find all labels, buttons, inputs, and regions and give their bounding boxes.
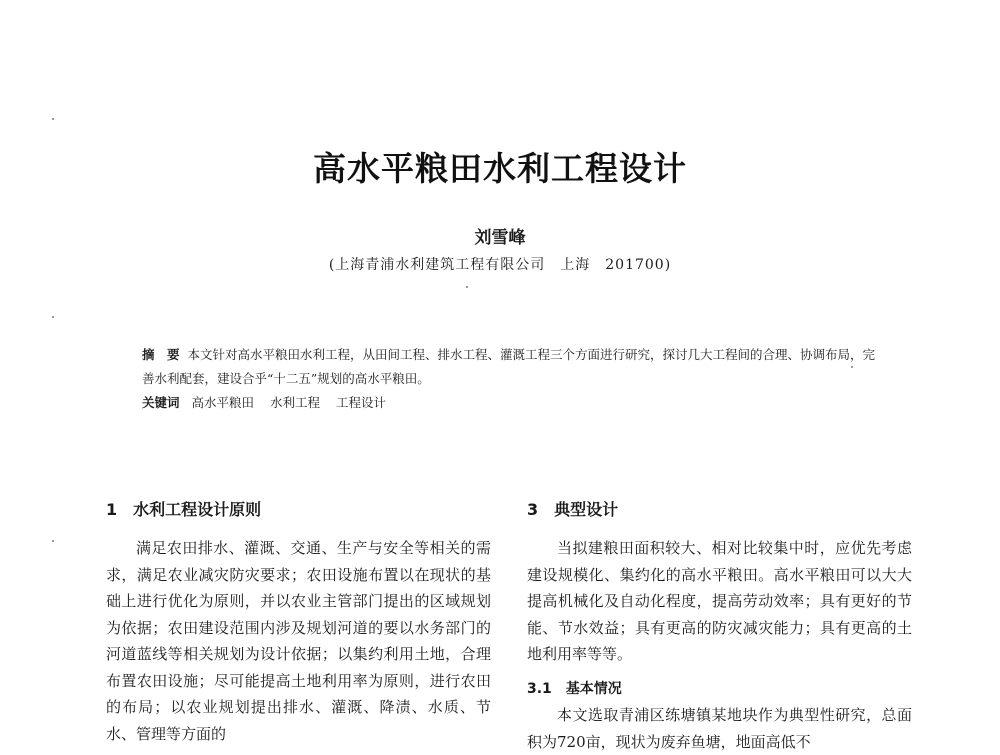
abstract xyxy=(142,343,877,391)
keyword-item: 高水平粮田 xyxy=(191,395,255,410)
scan-speck xyxy=(851,366,853,368)
section-heading-1: 1 水利工程设计原则 xyxy=(106,500,262,519)
keywords-label: 关键词 xyxy=(142,395,180,410)
abstract-text: 本文针对高水平粮田水利工程，从田间工程、排水工程、灌溉工程三个方面进行研究，探讨几大工程间的合理、协调布局，完善水利配套，建设合乎“十二五”规划的高水平粮田。 xyxy=(142,347,876,386)
scan-speck xyxy=(52,540,54,542)
author-affiliation: (上海青浦水利建筑工程有限公司 上海 201700) xyxy=(328,257,672,273)
section-3-paragraph: 当拟建粮田面积较大、相对比较集中时，应优先考虑建设规模化、集约化的高水平粮田。高水平粮田可以大大提高机械化及自动化程度，提高劳动效率；具有更好的节能、节水效益；具有更高的防灾减灾能力；具有更高的土地利用率等等。 xyxy=(527,539,912,663)
scan-speck xyxy=(466,286,468,288)
paper-title: 高水平粮田水利工程设计 xyxy=(313,149,687,188)
abstract-label: 摘 要 xyxy=(142,347,180,362)
scan-speck xyxy=(52,118,54,120)
subsection-3-1-paragraph: 本文选取青浦区练塘镇某地块作为典型性研究，总面积为720亩，现状为废弃鱼塘，地面高低不 xyxy=(527,706,912,751)
keyword-item: 水利工程 xyxy=(270,395,321,410)
keywords xyxy=(142,393,398,411)
keyword-item: 工程设计 xyxy=(336,395,387,410)
subsection-heading-3-1: 3.1 基本情况 xyxy=(527,681,622,697)
section-heading-3: 3 典型设计 xyxy=(527,500,619,519)
author-name: 刘雪峰 xyxy=(474,228,526,248)
section-1-paragraph: 满足农田排水、灌溉、交通、生产与安全等相关的需求，满足农业减灾防灾要求；农田设施布置以在现状的基础上进行优化为原则，并以农业主管部门提出的区域规划为依据；农田建设范围内涉及规划河道的要以水务部门的河道蓝线等相关规划为设计依据；以集约利用土地，合理布置农田设施；尽可能提高土地利用率为原则，进行农田的布局；以农业规划提出排水、灌溉、降渍、水质、节水、管理等方面的 xyxy=(106,539,491,743)
scan-speck xyxy=(52,316,54,318)
